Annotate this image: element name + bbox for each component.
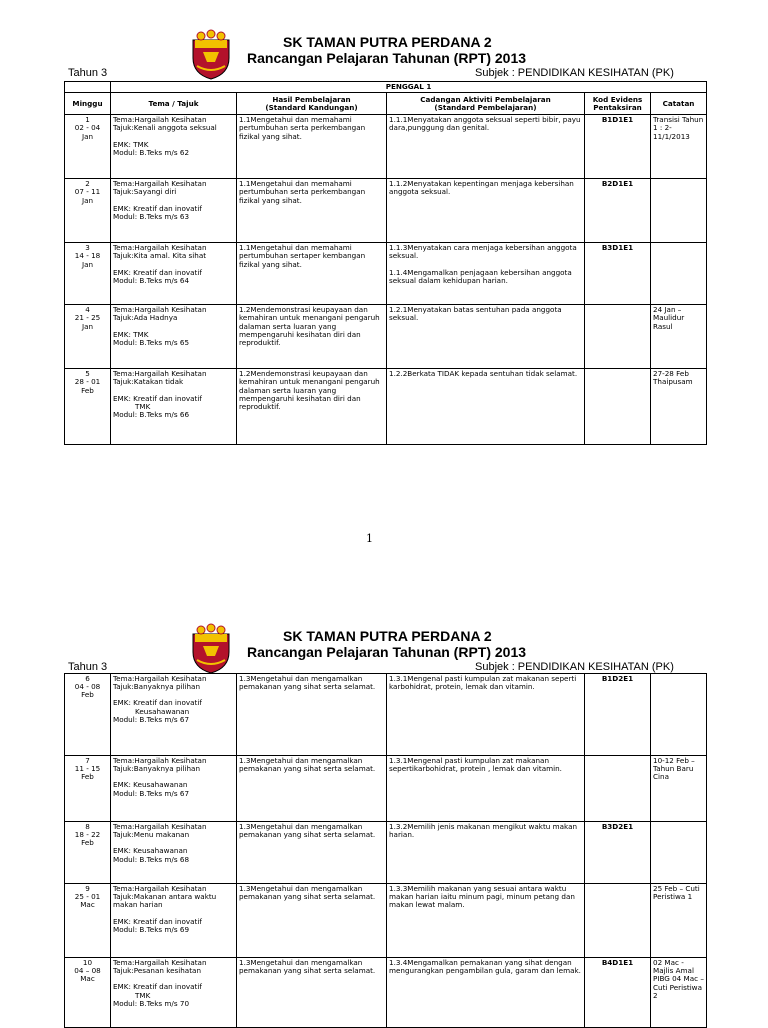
week-cell	[65, 756, 111, 822]
week-cell	[65, 243, 111, 305]
tema-cell	[111, 674, 237, 756]
hasil-text: 1.3Mengetahui dan mengamalkan pemakanan yang sihat serta selamat.	[239, 822, 376, 840]
hasil-cell	[237, 958, 387, 1028]
hasil-cell	[237, 884, 387, 958]
week-number: 9	[85, 884, 90, 893]
hasil-cell	[237, 822, 387, 884]
tajuk-text: Tajuk:Kita amal. Kita sihat	[113, 251, 207, 261]
week-cell	[65, 674, 111, 756]
tajuk-text: Tajuk:Ada Hadnya	[113, 313, 178, 323]
rpt-table-page-2	[64, 673, 707, 1028]
tema-text: Tema:Hargailah Kesihatan	[113, 958, 207, 967]
emk-text: TMK	[135, 990, 151, 1000]
emk-text: EMK: Kreatif dan inovatif	[113, 393, 202, 403]
tajuk-text: Tajuk:Menu makanan	[113, 830, 190, 840]
cadangan-cell	[387, 243, 585, 305]
week-dates: Feb	[81, 385, 94, 395]
emk-text: EMK: Keusahawanan	[113, 846, 188, 856]
kod-evidens: B3D2E1	[601, 822, 634, 831]
week-number: 4	[85, 305, 90, 315]
week-cell	[65, 958, 111, 1028]
week-cell	[65, 822, 111, 884]
tema-cell	[111, 179, 237, 243]
week-cell	[65, 179, 111, 243]
table-row	[65, 243, 707, 305]
blank-cell	[65, 82, 111, 93]
week-dates: 18 - 22	[74, 830, 101, 840]
emk-text: TMK	[135, 401, 151, 411]
cadangan-text: 1.3.4Mengamalkan pemakanan yang sihat dengan mengurangkan pengambilan gula, garam dan lemak.	[389, 958, 581, 976]
tajuk-text: Tajuk:Banyaknya pilihan	[113, 682, 201, 692]
hasil-text: 1.1Mengetahui dan memahami pertumbuhan serta perkembangan fizikal yang sihat.	[239, 179, 366, 205]
term-header: PENGGAL 1	[111, 82, 707, 93]
catatan-cell	[651, 822, 707, 884]
header-kod-line2: Pentaksiran	[593, 102, 642, 112]
tema-text: Tema:Hargailah Kesihatan	[113, 756, 207, 765]
week-number: 7	[85, 756, 90, 765]
school-crest-logo	[189, 622, 233, 674]
emk-text: EMK: Kreatif dan inovatif	[113, 982, 202, 992]
tema-cell	[111, 243, 237, 305]
week-cell	[65, 115, 111, 179]
catatan-text: 24 Jan – Maulidur Rasul	[653, 305, 685, 331]
week-cell	[65, 305, 111, 369]
modul-text: Modul: B.Teks m/s 69	[113, 924, 190, 934]
week-number: 6	[85, 674, 90, 683]
week-dates: 04 - 08	[74, 682, 101, 692]
kod-evidens: B4D1E1	[601, 958, 634, 967]
emk-text: EMK: Kreatif dan inovatif	[113, 916, 202, 926]
cadangan-cell	[387, 756, 585, 822]
catatan-cell	[651, 756, 707, 822]
tajuk-text: Tajuk:Pesanan kesihatan	[113, 966, 201, 976]
kod-cell	[585, 958, 651, 1028]
cadangan-cell	[387, 674, 585, 756]
header-kod-line1: Kod Evidens	[592, 94, 643, 104]
kod-evidens: B2D1E1	[601, 179, 634, 189]
cadangan-text: 1.1.3Menyatakan cara menjaga kebersihan anggota seksual.	[389, 243, 577, 261]
modul-text: Modul: B.Teks m/s 67	[113, 714, 190, 724]
subject-label: Subjek : PENDIDIKAN KESIHATAN (PK)	[475, 661, 674, 673]
week-dates: Jan	[81, 321, 94, 331]
week-dates: 04 – 08	[74, 966, 101, 976]
catatan-cell	[651, 884, 707, 958]
tema-text: Tema:Hargailah Kesihatan	[113, 822, 207, 831]
tajuk-text: Tajuk:Sayangi diri	[113, 187, 177, 197]
hasil-text: 1.2Mendemonstrasi keupayaan dan kemahiran untuk menangani pengaruh dalaman serta luaran yang mempengaruhi kesihatan diri dan reproduktif.	[239, 305, 380, 348]
school-name: SK TAMAN PUTRA PERDANA 2	[283, 34, 492, 50]
school-name: SK TAMAN PUTRA PERDANA 2	[283, 628, 492, 644]
week-dates: Mac	[80, 974, 95, 984]
catatan-cell	[651, 305, 707, 369]
hasil-cell	[237, 756, 387, 822]
header-minggu: Minggu	[65, 93, 111, 115]
hasil-cell	[237, 243, 387, 305]
catatan-text: 25 Feb – Cuti Peristiwa 1	[653, 884, 700, 902]
header-kod	[585, 93, 651, 115]
cadangan-text: 1.1.1Menyatakan anggota seksual seperti bibir, payu dara,punggung dan genital.	[389, 115, 581, 133]
kod-evidens: B1D1E1	[601, 115, 634, 125]
tema-cell	[111, 305, 237, 369]
tajuk-text: Tajuk:Katakan tidak	[113, 377, 184, 387]
kod-cell	[585, 305, 651, 369]
tema-cell	[111, 369, 237, 445]
page-number: 1	[366, 532, 373, 545]
week-dates: Jan	[81, 259, 94, 269]
week-dates: 07 - 11	[74, 187, 101, 197]
emk-text: EMK: TMK	[113, 139, 149, 149]
tema-cell	[111, 115, 237, 179]
document-title: Rancangan Pelajaran Tahunan (RPT) 2013	[247, 644, 527, 660]
cadangan-text: 1.2.2Berkata TIDAK kepada sentuhan tidak selamat.	[389, 369, 578, 379]
cadangan-text: 1.1.2Menyatakan kepentingan menjaga kebersihan anggota seksual.	[389, 179, 574, 197]
header-catatan: Catatan	[651, 93, 707, 115]
week-dates: Mac	[80, 900, 95, 910]
week-dates: 25 - 01	[74, 892, 101, 902]
week-dates: Jan	[81, 195, 94, 205]
kod-cell	[585, 756, 651, 822]
header-hasil-line1: Hasil Pembelajaran	[272, 94, 351, 104]
week-number: 3	[85, 243, 90, 253]
kod-evidens: B1D2E1	[601, 674, 634, 683]
week-dates: 28 - 01	[74, 377, 101, 387]
table-row	[65, 369, 707, 445]
header-hasil-line2: (Standard Kandungan)	[265, 102, 358, 112]
cadangan-cell	[387, 305, 585, 369]
tema-cell	[111, 958, 237, 1028]
kod-evidens: B3D1E1	[601, 243, 634, 253]
table-row	[65, 756, 707, 822]
catatan-text: 02 Mac - Majlis Amal PIBG 04 Mac – Cuti Peristiwa 2	[653, 958, 704, 1000]
catatan-text: Transisi Tahun 1 : 2-11/1/2013	[653, 115, 704, 141]
tema-text: Tema:Hargailah Kesihatan	[113, 115, 207, 125]
table-row	[65, 958, 707, 1028]
week-dates: Feb	[81, 772, 94, 782]
catatan-cell	[651, 243, 707, 305]
week-dates: 02 - 04	[74, 123, 101, 133]
hasil-cell	[237, 115, 387, 179]
week-number: 2	[85, 179, 90, 189]
tajuk-text: Tajuk:Makanan antara waktu makan harian	[113, 892, 217, 910]
week-dates: 11 - 15	[74, 764, 101, 774]
cadangan-text: 1.2.1Menyatakan batas sentuhan pada anggota seksual.	[389, 305, 562, 323]
hasil-cell	[237, 179, 387, 243]
header-hasil	[237, 93, 387, 115]
table-body-page-1	[65, 115, 707, 445]
hasil-text: 1.1Mengetahui dan memahami pertumbuhan sertaper kembangan fizikal yang sihat.	[239, 243, 366, 269]
modul-text: Modul: B.Teks m/s 62	[113, 147, 190, 157]
document-title: Rancangan Pelajaran Tahunan (RPT) 2013	[247, 50, 527, 66]
modul-text: Modul: B.Teks m/s 63	[113, 211, 190, 221]
cadangan-cell	[387, 958, 585, 1028]
catatan-cell	[651, 115, 707, 179]
hasil-cell	[237, 305, 387, 369]
catatan-text: 27-28 Feb Thaipusam	[653, 369, 693, 387]
table-row	[65, 674, 707, 756]
document-page-2	[0, 580, 768, 1024]
kod-cell	[585, 822, 651, 884]
tema-cell	[111, 884, 237, 958]
kod-cell	[585, 243, 651, 305]
header-tema: Tema / Tajuk	[111, 93, 237, 115]
header-cadangan	[387, 93, 585, 115]
cadangan-text: 1.3.2Memilih jenis makanan mengikut waktu makan harian.	[389, 822, 578, 840]
modul-text: Modul: B.Teks m/s 65	[113, 337, 190, 347]
kod-cell	[585, 179, 651, 243]
tema-text: Tema:Hargailah Kesihatan	[113, 305, 207, 315]
table-row	[65, 822, 707, 884]
header-cadangan-line1: Cadangan Aktiviti Pembelajaran	[420, 94, 551, 104]
kod-cell	[585, 369, 651, 445]
emk-text: EMK: Keusahawanan	[113, 780, 188, 790]
catatan-cell	[651, 369, 707, 445]
cadangan-text: 1.3.1Mengenal pasti kumpulan zat makanan sepertikarbohidrat, protein , lemak dan vitamin.	[389, 756, 562, 774]
week-cell	[65, 369, 111, 445]
week-dates: 21 - 25	[74, 313, 101, 323]
cadangan-cell	[387, 369, 585, 445]
hasil-text: 1.2Mendemonstrasi keupayaan dan kemahiran untuk menangani pengaruh dalaman serta luaran yang mempengaruhi kesihatan diri dan reproduktif.	[239, 369, 380, 412]
table-row	[65, 884, 707, 958]
rpt-table-page-1	[64, 81, 707, 445]
modul-text: Modul: B.Teks m/s 67	[113, 788, 190, 798]
tema-cell	[111, 756, 237, 822]
week-dates: Jan	[81, 131, 94, 141]
modul-text: Modul: B.Teks m/s 64	[113, 275, 190, 285]
hasil-text: 1.3Mengetahui dan mengamalkan pemakanan yang sihat serta selamat.	[239, 756, 376, 774]
week-number: 5	[85, 369, 90, 379]
tema-text: Tema:Hargailah Kesihatan	[113, 243, 207, 253]
kod-cell	[585, 674, 651, 756]
cadangan-cell	[387, 822, 585, 884]
subject-label: Subjek : PENDIDIKAN KESIHATAN (PK)	[475, 67, 674, 79]
year-label: Tahun 3	[68, 661, 108, 673]
modul-text: Modul: B.Teks m/s 70	[113, 998, 190, 1008]
modul-text: Modul: B.Teks m/s 66	[113, 410, 190, 420]
emk-text: EMK: Kreatif dan inovatif	[113, 267, 202, 277]
year-label: Tahun 3	[68, 67, 108, 79]
school-crest-logo	[189, 28, 233, 80]
hasil-cell	[237, 674, 387, 756]
catatan-cell	[651, 674, 707, 756]
cadangan-text: 1.3.1Mengenal pasti kumpulan zat makanan seperti karbohidrat, protein, lemak dan vitamin.	[389, 674, 577, 692]
hasil-text: 1.1Mengetahui dan memahami pertumbuhan serta perkembangan fizikal yang sihat.	[239, 115, 366, 141]
hasil-text: 1.3Mengetahui dan mengamalkan pemakanan yang sihat serta selamat.	[239, 958, 376, 976]
catatan-cell	[651, 179, 707, 243]
table-row	[65, 115, 707, 179]
emk-text: EMK: Kreatif dan inovatif	[113, 203, 202, 213]
tema-text: Tema:Hargailah Kesihatan	[113, 884, 207, 893]
modul-text: Modul: B.Teks m/s 68	[113, 854, 190, 864]
tajuk-text: Tajuk:Banyaknya pilihan	[113, 764, 201, 774]
header-cadangan-line2: (Standard Pembelajaran)	[434, 102, 537, 112]
table-row	[65, 179, 707, 243]
week-dates: 14 - 18	[74, 251, 101, 261]
cadangan-cell	[387, 179, 585, 243]
kod-cell	[585, 115, 651, 179]
week-dates: Feb	[81, 838, 94, 848]
week-number: 8	[85, 822, 90, 831]
table-row	[65, 305, 707, 369]
cadangan-cell	[387, 884, 585, 958]
week-dates: Feb	[81, 690, 94, 700]
tema-text: Tema:Hargailah Kesihatan	[113, 369, 207, 379]
emk-text: Keusahawanan	[135, 706, 190, 716]
tema-text: Tema:Hargailah Kesihatan	[113, 674, 207, 683]
emk-text: EMK: Kreatif dan inovatif	[113, 698, 202, 708]
kod-cell	[585, 884, 651, 958]
cadangan-cell	[387, 115, 585, 179]
tema-cell	[111, 822, 237, 884]
cadangan-text: 1.3.3Memilih makanan yang sesuai antara waktu makan harian iaitu minum pagi, minum petang dan makan lewat malam.	[389, 884, 575, 910]
catatan-text: 10-12 Feb – Tahun Baru Cina	[653, 756, 695, 782]
hasil-text: 1.3Mengetahui dan mengamalkan pemakanan yang sihat serta selamat.	[239, 884, 376, 902]
tema-text: Tema:Hargailah Kesihatan	[113, 179, 207, 189]
cadangan-text: 1.1.4Mengamalkan penjagaan kebersihan anggota seksual dalam kehidupan harian.	[389, 267, 572, 285]
emk-text: EMK: TMK	[113, 329, 149, 339]
week-number: 10	[82, 958, 93, 967]
week-cell	[65, 884, 111, 958]
hasil-cell	[237, 369, 387, 445]
catatan-cell	[651, 958, 707, 1028]
tajuk-text: Tajuk:Kenali anggota seksual	[113, 123, 217, 133]
table-body-page-2	[65, 674, 707, 1028]
week-number: 1	[85, 115, 90, 125]
hasil-text: 1.3Mengetahui dan mengamalkan pemakanan yang sihat serta selamat.	[239, 674, 376, 692]
